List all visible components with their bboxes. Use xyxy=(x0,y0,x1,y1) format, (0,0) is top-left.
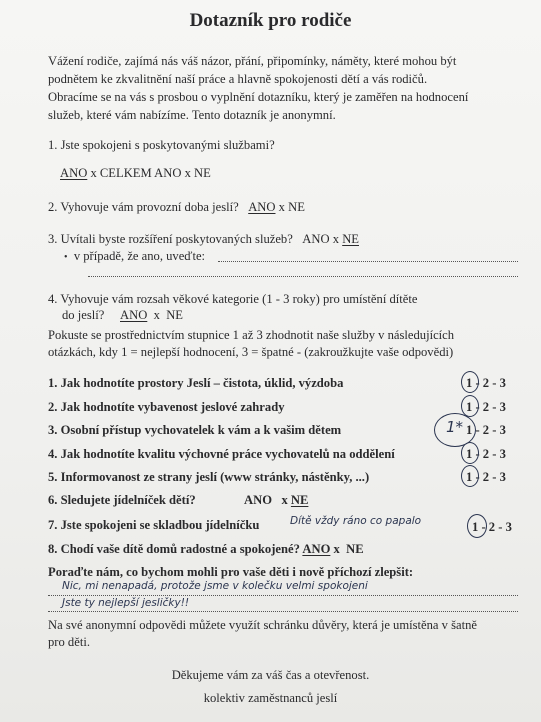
q4-sep: x xyxy=(153,308,160,322)
rated-2-scale: 1 - 2 - 3 xyxy=(466,400,506,414)
rated-3-scale: 1 - 2 - 3 xyxy=(466,423,506,437)
q1-sep-2: x xyxy=(184,166,191,180)
question-4-line-1: 4. Vyhovuje vám rozsah věkové kategorie (1 - 3 roky) pro umístění dítěte xyxy=(48,292,418,306)
bullet-icon: • xyxy=(64,252,68,263)
closing-line-1: Na své anonymní odpovědi můžete využít schránku důvěry, která je umístěna v šatně xyxy=(48,618,477,632)
answer-circle xyxy=(467,514,487,538)
question-1: 1. Jste spokojeni s poskytovanými službami? xyxy=(48,138,275,152)
advice-handwriting-2: Jste ty nejlepší jesličky!! xyxy=(62,597,190,609)
rated-1-scale: 1 - 2 - 3 xyxy=(466,376,506,390)
question-2-text: 2. Vyhovuje vám provozní doba jeslí? xyxy=(48,200,239,214)
advice-fill-line-2 xyxy=(48,611,518,612)
intro-line-2: podnětem ke zkvalitnění naší práce a hlavně spokojenosti dětí a vás rodičů. xyxy=(48,72,428,86)
rated-question-1: 1. Jak hodnotíte prostory Jeslí – čistota, úklid, výzdoba xyxy=(48,376,344,390)
advice-handwriting-1: Nic, mi nenapadá, protože jsme v kolečku velmi spokojeni xyxy=(62,580,368,592)
handwritten-mark: 1* xyxy=(446,418,464,436)
q3-ne: NE xyxy=(342,232,359,246)
closing-line-2: pro děti. xyxy=(48,635,90,649)
q2-sep: x xyxy=(278,200,285,214)
q8-sep: x xyxy=(333,542,340,556)
q1-sep-1: x xyxy=(90,166,97,180)
q1-celkem-ano: CELKEM ANO xyxy=(99,166,182,180)
question-6: 6. Sledujete jídelníček dětí? xyxy=(48,493,196,507)
q7-handwritten-note: Dítě vždy ráno co papalo xyxy=(290,515,422,527)
q2-ne: NE xyxy=(288,200,305,214)
question-4-line-2: do jeslí? xyxy=(62,308,105,322)
instruction-line-1: Pokuste se prostřednictvím stupnice 1 až 3 zhodnotit naše služby v následujících xyxy=(48,328,455,342)
rated-question-3: 3. Osobní přístup vychovatelek k vám a k vašim dětem xyxy=(48,423,342,437)
q1-ne: NE xyxy=(194,166,211,180)
q1-ano: ANO xyxy=(60,166,88,180)
intro-line-4: služeb, které vám nabízíme. Tento dotazník je anonymní. xyxy=(48,108,336,122)
q4-ne: NE xyxy=(166,308,183,322)
thanks-text: Děkujeme vám za váš čas a otevřenost. xyxy=(171,668,370,682)
q6-ne: NE xyxy=(290,493,309,507)
question-8-text: 8. Chodí vaše dítě domů radostné a spokojené? xyxy=(48,542,300,556)
instruction-line-2: otázkách, kdy 1 = nejlepší hodnocení, 3 = špatné - (zakroužkujte vaše odpovědi) xyxy=(48,345,454,359)
intro-line-1: Vážení rodiče, zajímá nás váš názor, přání, připomínky, náměty, které mohou být xyxy=(48,54,457,68)
q3-fill-line-2 xyxy=(88,276,518,277)
question-3 xyxy=(48,230,359,248)
q8-ano: ANO xyxy=(302,542,331,556)
question-3-text: 3. Uvítali byste rozšíření poskytovaných služeb? xyxy=(48,232,293,246)
question-2 xyxy=(48,198,305,216)
rated-question-4: 4. Jak hodnotíte kvalitu výchovné práce vychovatelů na oddělení xyxy=(48,447,395,461)
q3-sub-text: v případě, že ano, uveďte: xyxy=(73,249,206,263)
signature-text: kolektiv zaměstnanců jeslí xyxy=(203,691,338,705)
answer-circle xyxy=(461,442,479,464)
q3-ano: ANO xyxy=(302,232,330,246)
advice-fill-line-1 xyxy=(48,595,518,596)
question-7: 7. Jste spokojeni se skladbou jídelníčku xyxy=(48,518,260,532)
q8-ne: NE xyxy=(346,542,364,556)
q3-fill-line-1 xyxy=(218,261,518,262)
question-8 xyxy=(48,540,364,558)
rated-question-2: 2. Jak hodnotíte vybavenost jeslové zahrady xyxy=(48,400,285,414)
answer-circle xyxy=(461,371,479,393)
q4-ano: ANO xyxy=(120,308,148,322)
answer-circle xyxy=(461,465,479,487)
rated-7-scale: 1 - 2 - 3 xyxy=(472,520,512,534)
q3-sep: x xyxy=(332,232,340,246)
q6-sep: x xyxy=(281,493,288,507)
intro-line-3: Obracíme se na vás s prosbou o vyplnění dotazníku, který je zaměřen na hodnocení xyxy=(48,90,469,104)
rated-5-scale: 1 - 2 - 3 xyxy=(466,470,506,484)
rated-question-5: 5. Informovanost ze strany jeslí (www stránky, nástěnky, ...) xyxy=(48,470,370,484)
q6-options xyxy=(244,491,308,509)
q2-ano: ANO xyxy=(248,200,276,214)
rated-4-scale: 1 - 2 - 3 xyxy=(466,447,506,461)
q6-ano: ANO xyxy=(244,493,272,507)
q3-sub-line xyxy=(64,247,205,267)
q1-options xyxy=(60,164,211,182)
page-title: Dotazník pro rodiče xyxy=(189,10,352,31)
q4-options xyxy=(120,306,183,324)
advice-question: Poraďte nám, co bychom mohli pro vaše děti i nově příchozí zlepšit: xyxy=(48,565,414,579)
